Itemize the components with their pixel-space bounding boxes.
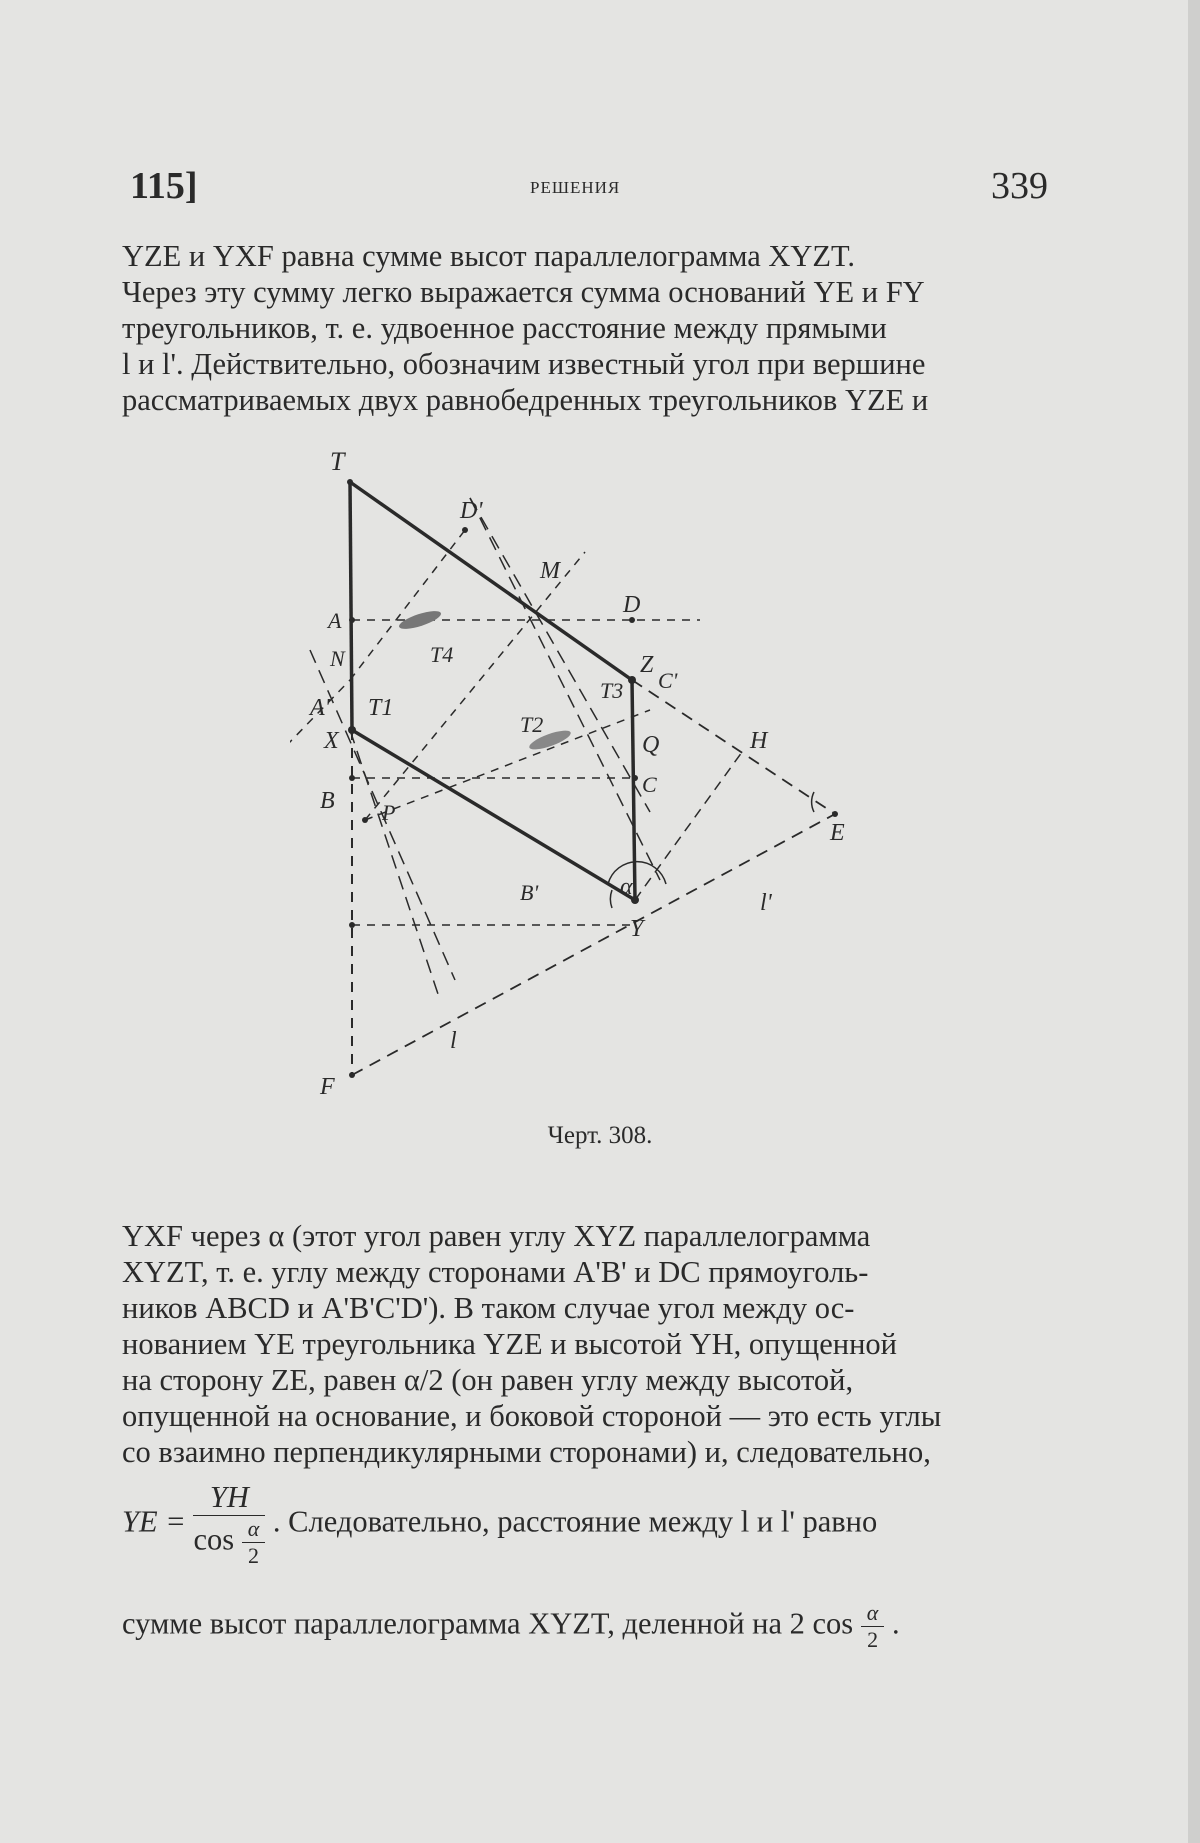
label-Q: Q — [642, 732, 660, 758]
figure-caption: Черт. 308. — [547, 1122, 653, 1149]
text-line: Через эту сумму легко выражается сумма оснований YE и FY — [122, 275, 925, 309]
label-B: B — [320, 788, 335, 814]
paragraph-bottom — [122, 1218, 1050, 1470]
label-M: M — [540, 558, 560, 584]
final-text: сумме высот параллелограмма XYZT, деленной на 2 cos — [122, 1606, 854, 1641]
label-Cprime: C' — [658, 668, 678, 693]
label-Dprime: D' — [460, 498, 483, 524]
label-Bprime: B' — [520, 880, 539, 905]
label-T3: T3 — [600, 678, 624, 703]
page-header — [130, 150, 1050, 210]
final-fraction — [861, 1600, 885, 1653]
text-line: рассматриваемых двух равнобедренных треугольников YZE и — [122, 383, 929, 417]
label-X: X — [324, 728, 339, 754]
text-line: YZE и YXF равна сумме высот параллелограмма XYZT. — [122, 239, 856, 273]
text-line: со взаимно перпендикулярными сторонами) и, следовательно, — [122, 1435, 931, 1469]
formula-line — [122, 1480, 1050, 1568]
text-line: l и l'. Действительно, обозначим известный угол при вершине — [122, 347, 926, 381]
label-A: A — [328, 608, 342, 633]
text-line: нованием YE треугольника YZE и высотой YH, опущенной — [122, 1327, 897, 1361]
formula-lhs: YE = — [122, 1504, 186, 1539]
paragraph-top — [122, 238, 1050, 418]
label-Z: Z — [640, 652, 654, 678]
label-l: l — [450, 1028, 457, 1054]
final-line — [122, 1600, 1050, 1653]
label-T: T — [330, 447, 345, 476]
text-line: ников ABCD и A'B'C'D'). В таком случае угол между ос- — [122, 1291, 855, 1325]
label-T1: T1 — [368, 695, 394, 721]
page-number-right: 339 — [991, 165, 1048, 207]
label-E: E — [830, 820, 845, 846]
side-TZ — [350, 482, 632, 680]
final-denominator: 2 — [867, 1627, 879, 1652]
cos-label: cos — [193, 1522, 235, 1557]
text-line: на сторону ZE, равен α/2 (он равен углу между высотой, — [122, 1363, 854, 1397]
formula-text: . Следовательно, расстояние между l и l' равно — [272, 1504, 878, 1539]
label-Aprime: A' — [310, 695, 330, 721]
side-TX — [350, 482, 352, 730]
final-tail: . — [891, 1606, 900, 1641]
geometry-figure — [290, 440, 870, 1100]
label-D: D — [623, 592, 641, 618]
page-edge — [1188, 0, 1200, 1843]
formula-fraction — [193, 1480, 265, 1569]
two-symbol: 2 — [248, 1543, 260, 1568]
label-lprime: l' — [760, 890, 772, 916]
formula-denominator — [193, 1516, 265, 1569]
text-line: треугольников, т. е. удвоенное расстояние между прямыми — [122, 311, 887, 345]
label-N: N — [330, 646, 345, 671]
label-T4: T4 — [430, 642, 454, 667]
label-P: P — [382, 800, 396, 825]
text-line: YXF через α (этот угол равен углу XYZ параллелограмма — [122, 1219, 871, 1253]
label-alpha: α — [620, 874, 633, 900]
page-number-left: 115] — [130, 165, 198, 207]
label-F: F — [320, 1074, 335, 1100]
text-line: опущенной на основание, и боковой стороной — это есть углы — [122, 1399, 942, 1433]
label-T2: T2 — [520, 712, 544, 737]
alpha-symbol: α — [242, 1516, 266, 1543]
half-alpha — [242, 1516, 266, 1569]
final-numerator: α — [861, 1600, 885, 1627]
side-ZY — [632, 680, 635, 900]
label-Y: Y — [630, 916, 644, 942]
text-line: XYZT, т. е. углу между сторонами A'B' и DC прямоуголь- — [122, 1255, 869, 1289]
label-H: H — [750, 728, 768, 754]
label-C: C — [642, 772, 657, 797]
formula-numerator: YH — [193, 1480, 265, 1516]
running-title: РЕШЕНИЯ — [530, 178, 621, 197]
